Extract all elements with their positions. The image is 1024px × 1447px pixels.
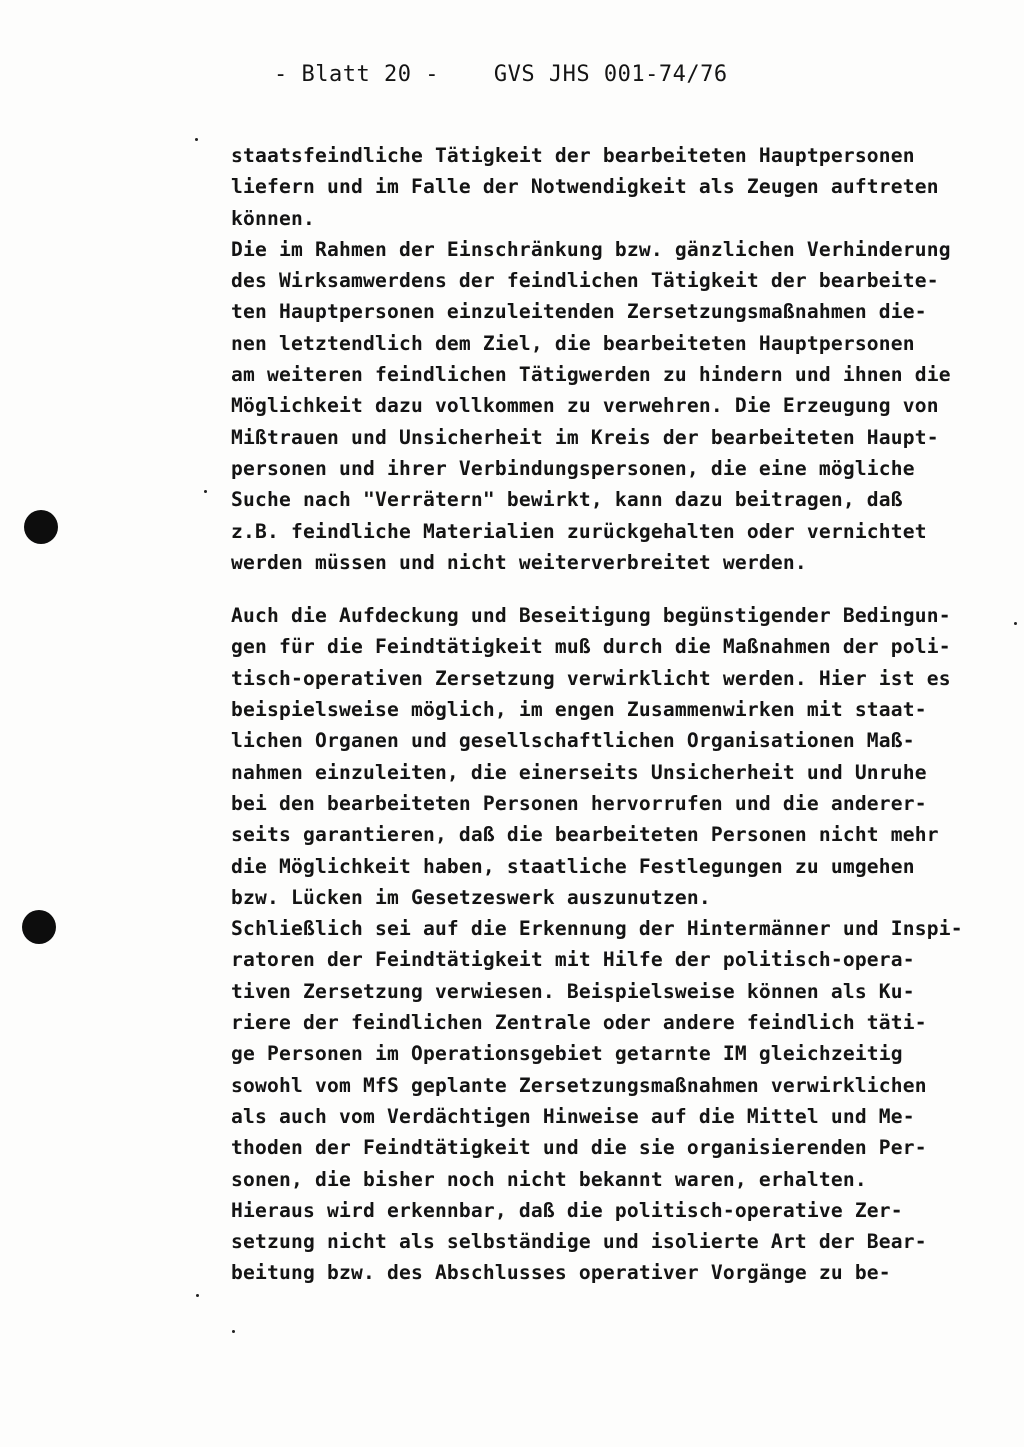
text-line: riere der feindlichen Zentrale oder andere feindlich täti- <box>231 1011 927 1035</box>
text-line: tiven Zersetzung verwiesen. Beispielsweise können als Ku- <box>231 979 915 1003</box>
paragraph-gap <box>231 578 1021 600</box>
paragraph-1 <box>231 140 1021 578</box>
text-line: seits garantieren, daß die bearbeiteten Personen nicht mehr <box>231 823 939 847</box>
text-line: können. <box>231 206 315 230</box>
text-line: Mißtrauen und Unsicherheit im Kreis der bearbeiteten Haupt- <box>231 425 939 449</box>
text-line: bei den bearbeiteten Personen hervorrufen und die anderer- <box>231 791 927 815</box>
text-line: als auch vom Verdächtigen Hinweise auf die Mittel und Me- <box>231 1104 915 1128</box>
text-line: thoden der Feindtätigkeit und die sie organisierenden Per- <box>231 1136 927 1160</box>
text-line: sonen, die bisher noch nicht bekannt waren, erhalten. <box>231 1167 867 1191</box>
text-line: Hieraus wird erkennbar, daß die politisch-operative Zer- <box>231 1198 903 1222</box>
text-line: Suche nach "Verrätern" bewirkt, kann dazu beitragen, daß <box>231 488 903 512</box>
text-line: liefern und im Falle der Notwendigkeit als Zeugen auftreten <box>231 175 939 199</box>
text-line: ratoren der Feindtätigkeit mit Hilfe der politisch-opera- <box>231 948 915 972</box>
text-line: des Wirksamwerdens der feindlichen Tätigkeit der bearbeite- <box>231 269 939 293</box>
text-line: werden müssen und nicht weiterverbreitet werden. <box>231 550 807 574</box>
text-line: Schließlich sei auf die Erkennung der Hintermänner und Inspi- <box>231 917 963 941</box>
text-line: ten Hauptpersonen einzuleitenden Zersetzungsmaßnahmen die- <box>231 300 927 324</box>
text-line: Auch die Aufdeckung und Beseitigung begünstigender Bedingun- <box>231 604 951 628</box>
text-line: die Möglichkeit haben, staatliche Festlegungen zu umgehen <box>231 854 915 878</box>
text-line: am weiteren feindlichen Tätigwerden zu hindern und ihnen die <box>231 363 951 387</box>
text-line: nahmen einzuleiten, die einerseits Unsicherheit und Unruhe <box>231 760 927 784</box>
page-header: - Blatt 20 - GVS JHS 001-74/76 <box>274 62 728 87</box>
text-line: Möglichkeit dazu vollkommen zu verwehren. Die Erzeugung von <box>231 394 939 418</box>
text-line: Die im Rahmen der Einschränkung bzw. gänzlichen Verhinderung <box>231 237 951 261</box>
scan-speck <box>232 1330 235 1333</box>
body-text <box>231 140 1021 1289</box>
scan-speck <box>195 138 198 141</box>
text-line: gen für die Feindtätigkeit muß durch die Maßnahmen der poli- <box>231 635 951 659</box>
text-line: bzw. Lücken im Gesetzeswerk auszunutzen. <box>231 885 711 909</box>
punch-hole-lower <box>22 910 56 944</box>
text-line: setzung nicht als selbständige und isolierte Art der Bear- <box>231 1230 927 1254</box>
text-line: nen letztendlich dem Ziel, die bearbeiteten Hauptpersonen <box>231 331 915 355</box>
scan-speck <box>204 490 207 493</box>
text-line: staatsfeindliche Tätigkeit der bearbeiteten Hauptpersonen <box>231 144 915 167</box>
text-line: beispielsweise möglich, im engen Zusammenwirken mit staat- <box>231 698 927 722</box>
scan-speck <box>196 1294 199 1297</box>
text-line: ge Personen im Operationsgebiet getarnte IM gleichzeitig <box>231 1042 903 1066</box>
text-line: beitung bzw. des Abschlusses operativer Vorgänge zu be- <box>231 1261 891 1285</box>
text-line: z.B. feindliche Materialien zurückgehalten oder vernichtet <box>231 519 927 543</box>
text-line: personen und ihrer Verbindungspersonen, die eine mögliche <box>231 456 915 480</box>
text-line: lichen Organen und gesellschaftlichen Organisationen Maß- <box>231 729 915 753</box>
text-line: sowohl vom MfS geplante Zersetzungsmaßnahmen verwirklichen <box>231 1073 927 1097</box>
paragraph-2 <box>231 600 1021 1289</box>
scan-speck <box>1014 622 1017 625</box>
text-line: tisch-operativen Zersetzung verwirklicht werden. Hier ist es <box>231 666 951 690</box>
punch-hole-upper <box>24 510 58 544</box>
